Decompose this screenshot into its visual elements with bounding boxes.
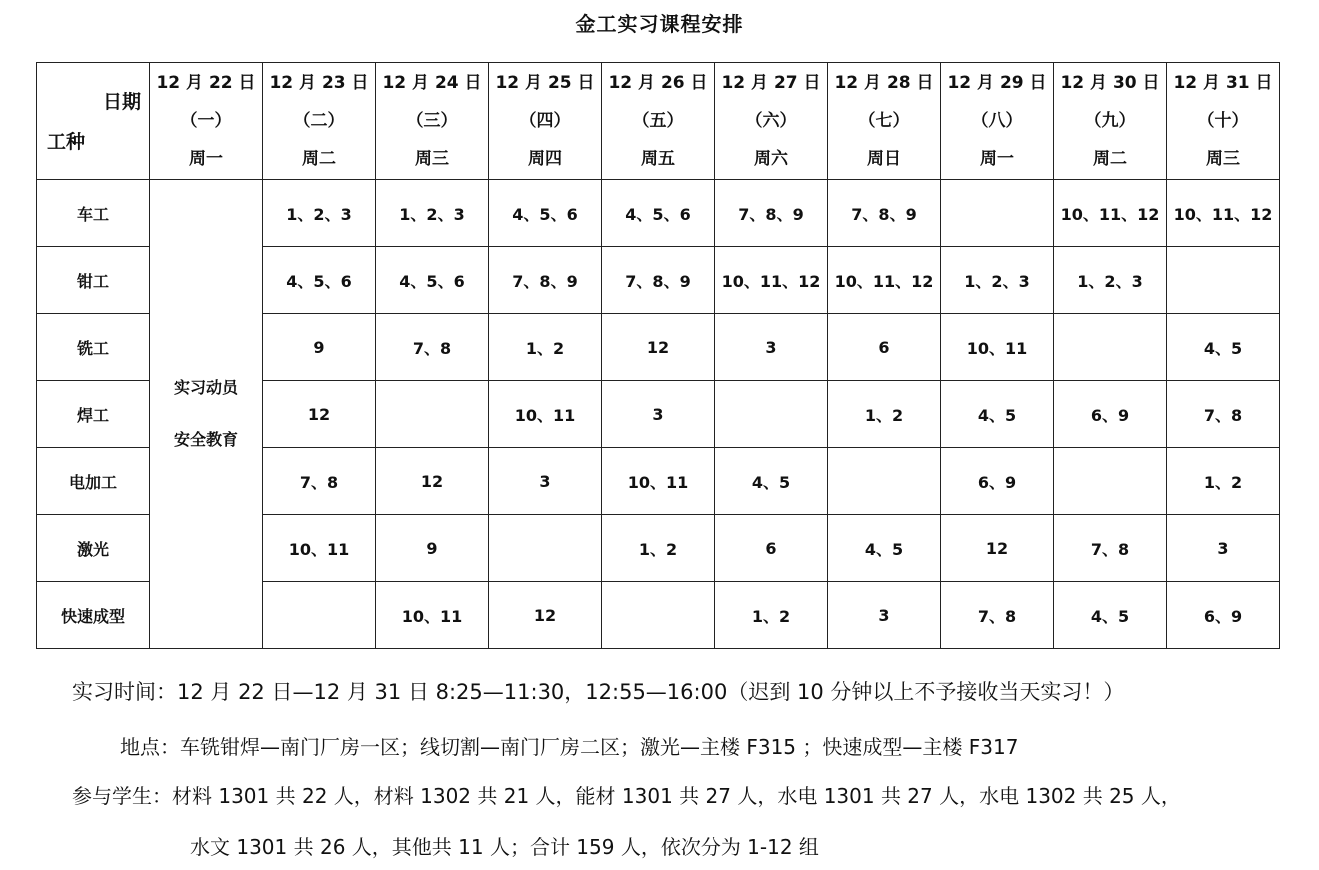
date-header-cell [941,63,1054,180]
date-header-cell [1054,63,1167,180]
date-header-cell [1167,63,1280,180]
date-header-date: 12 月 29 日 [947,73,1047,93]
group-cell: 7、8 [1054,515,1167,582]
group-cell: 3 [715,314,828,381]
group-cell: 10、11、12 [1054,180,1167,247]
date-header-cell [828,63,941,180]
group-cell: 12 [602,314,715,381]
date-header-date: 12 月 24 日 [382,73,482,93]
date-header-weekday: 周一 [189,149,223,169]
group-cell: 4、5、6 [489,180,602,247]
date-header-num: （四） [519,111,571,131]
date-header-num: （三） [406,111,458,131]
group-cell: 3 [602,381,715,448]
date-header-date: 12 月 30 日 [1060,73,1160,93]
date-header-weekday: 周三 [415,149,449,169]
page-title: 金工实习课程安排 [575,12,744,36]
group-cell: 7、8、9 [602,247,715,314]
group-cell: 1、2 [828,381,941,448]
group-cell [1054,448,1167,515]
group-cell: 7、8、9 [828,180,941,247]
group-cell: 7、8、9 [715,180,828,247]
schedule-table [36,62,1280,649]
group-cell: 7、8 [1167,381,1280,448]
date-header-date: 12 月 31 日 [1173,73,1273,93]
corner-cell [37,63,150,180]
group-cell: 4、5 [715,448,828,515]
footer-students-line1: 参与学生：材料 1301 共 22 人，材料 1302 共 21 人，能材 1301 共 27 人，水电 1301 共 27 人，水电 1302 共 25 人， [72,784,1181,808]
group-cell: 4、5 [1167,314,1280,381]
group-cell: 6、9 [1054,381,1167,448]
table-row [37,180,1280,247]
footer-time: 实习时间：12 月 22 日—12 月 31 日 8:25—11:30，12:55—16:00（迟到 10 分钟以上不予接收当天实习！） [72,680,1125,704]
group-cell [1054,314,1167,381]
date-header-weekday: 周二 [302,149,336,169]
group-cell [376,381,489,448]
footer-students-line2: 水文 1301 共 26 人，其他共 11 人；合计 159 人，依次分为 1-12 组 [190,835,819,859]
date-header-num: （十） [1197,111,1249,131]
date-header-weekday: 周四 [528,149,562,169]
group-cell: 4、5、6 [263,247,376,314]
group-cell: 4、5、6 [376,247,489,314]
group-cell: 1、2 [1167,448,1280,515]
group-cell: 6、9 [941,448,1054,515]
group-cell: 10、11 [602,448,715,515]
mobilization-cell [150,180,263,649]
date-header-date: 12 月 28 日 [834,73,934,93]
group-cell: 4、5 [828,515,941,582]
group-cell: 9 [376,515,489,582]
group-cell: 1、2 [489,314,602,381]
date-header-cell [150,63,263,180]
date-header-weekday: 周五 [641,149,675,169]
group-cell: 1、2 [602,515,715,582]
mobilization-line1: 实习动员 [173,378,238,397]
group-cell [941,180,1054,247]
date-header-weekday: 周二 [1093,149,1127,169]
group-cell: 12 [489,582,602,649]
group-cell: 3 [1167,515,1280,582]
date-header-num: （六） [745,111,797,131]
trade-label: 快速成型 [37,582,150,649]
trade-label: 铣工 [37,314,150,381]
date-header-weekday: 周日 [867,149,901,169]
date-header-num: （八） [971,111,1023,131]
group-cell: 1、2、3 [941,247,1054,314]
group-cell: 7、8 [941,582,1054,649]
date-header-num: （七） [858,111,910,131]
date-header-weekday: 周六 [754,149,788,169]
date-header-date: 12 月 25 日 [495,73,595,93]
group-cell: 1、2、3 [376,180,489,247]
date-header-num: （五） [632,111,684,131]
date-header-cell [263,63,376,180]
group-cell: 10、11、12 [828,247,941,314]
date-header-num: （一） [180,111,232,131]
date-header-date: 12 月 22 日 [156,73,256,93]
date-header-date: 12 月 27 日 [721,73,821,93]
trade-label: 焊工 [37,381,150,448]
group-cell: 4、5、6 [602,180,715,247]
group-cell: 10、11 [376,582,489,649]
date-header-cell [715,63,828,180]
trade-label: 车工 [37,180,150,247]
group-cell: 10、11、12 [715,247,828,314]
group-cell: 6、9 [1167,582,1280,649]
group-cell: 7、8 [376,314,489,381]
group-cell: 7、8 [263,448,376,515]
date-header-cell [489,63,602,180]
group-cell [489,515,602,582]
trade-label: 钳工 [37,247,150,314]
group-cell: 10、11 [941,314,1054,381]
group-cell: 4、5 [941,381,1054,448]
group-cell: 6 [828,314,941,381]
date-header-weekday: 周三 [1206,149,1240,169]
date-header-num: （九） [1084,111,1136,131]
group-cell: 1、2 [715,582,828,649]
group-cell: 7、8、9 [489,247,602,314]
group-cell [715,381,828,448]
group-cell [263,582,376,649]
group-cell: 3 [828,582,941,649]
date-header-weekday: 周一 [980,149,1014,169]
group-cell: 4、5 [1054,582,1167,649]
group-cell: 6 [715,515,828,582]
date-header-cell [602,63,715,180]
trade-label: 激光 [37,515,150,582]
group-cell: 10、11、12 [1167,180,1280,247]
group-cell: 12 [263,381,376,448]
group-cell: 3 [489,448,602,515]
group-cell [602,582,715,649]
group-cell: 12 [376,448,489,515]
header-row [37,63,1280,180]
group-cell: 1、2、3 [1054,247,1167,314]
date-header-date: 12 月 26 日 [608,73,708,93]
corner-date-label: 日期 [102,91,141,113]
date-header-date: 12 月 23 日 [269,73,369,93]
footer-location: 地点：车铣钳焊—南门厂房一区；线切割—南门厂房二区；激光—主楼 F315 ；快速成型—主楼 F317 [120,735,1019,759]
group-cell: 10、11 [489,381,602,448]
date-header-cell [376,63,489,180]
group-cell [828,448,941,515]
trade-label: 电加工 [37,448,150,515]
group-cell: 10、11 [263,515,376,582]
group-cell: 1、2、3 [263,180,376,247]
group-cell: 9 [263,314,376,381]
corner-trade-label: 工种 [47,131,86,153]
group-cell [1167,247,1280,314]
group-cell: 12 [941,515,1054,582]
date-header-num: （二） [293,111,345,131]
mobilization-line2: 安全教育 [173,430,238,449]
